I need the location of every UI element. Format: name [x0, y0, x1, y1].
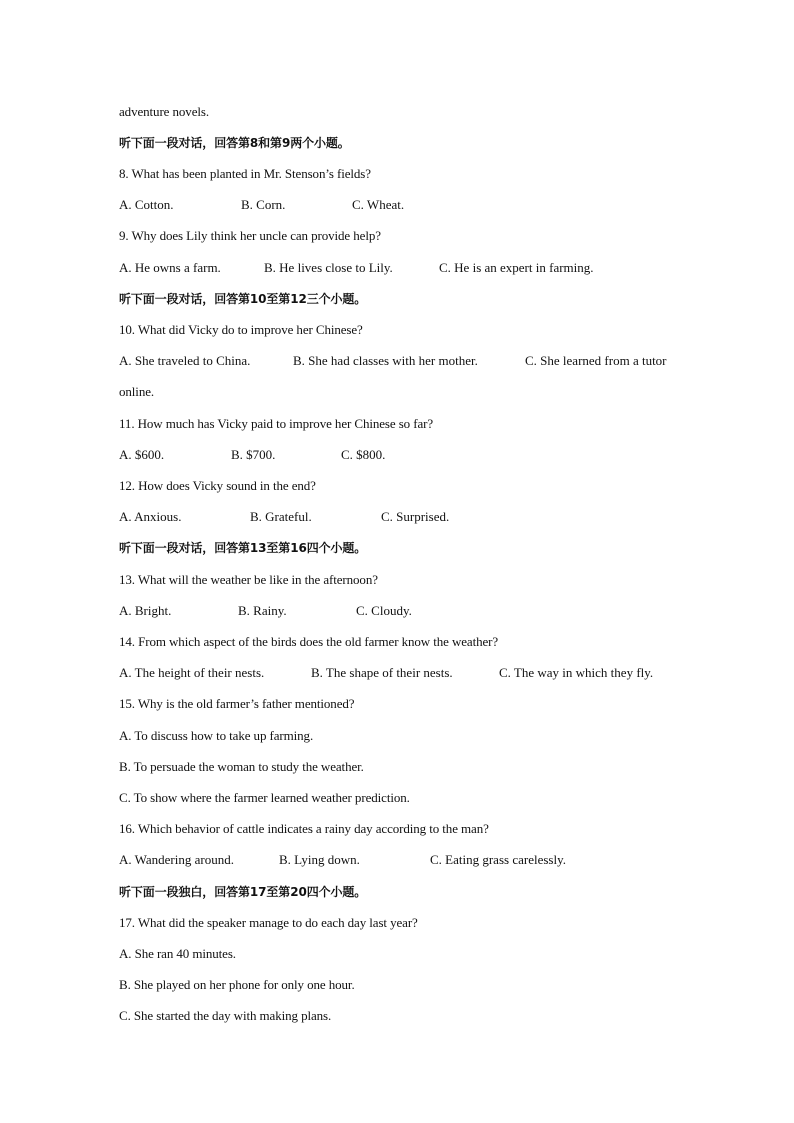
question-14: 14. From which aspect of the birds does the old farmer know the weather?	[119, 634, 499, 649]
question-12: 12. How does Vicky sound in the end?	[119, 478, 316, 493]
question-17-option-a: A. She ran 40 minutes.	[119, 946, 236, 961]
question-10: 10. What did Vicky do to improve her Chinese?	[119, 322, 363, 337]
option-c: C. Surprised.	[381, 509, 450, 524]
option-a: A. Bright.	[119, 603, 172, 618]
question-16: 16. Which behavior of cattle indicates a rainy day according to the man?	[119, 821, 489, 836]
option-a: A. He owns a farm.	[119, 260, 221, 275]
question-15-option-a: A. To discuss how to take up farming.	[119, 728, 314, 743]
question-15: 15. Why is the old farmer’s father mentioned?	[119, 696, 355, 711]
option-a: A. Anxious.	[119, 509, 182, 524]
option-a: A. The height of their nests.	[119, 665, 265, 680]
question-10-option-c-continued: online.	[119, 384, 155, 399]
option-c: C. $800.	[341, 447, 386, 462]
option-a: A. Wandering around.	[119, 852, 234, 867]
continuation-text: adventure novels.	[119, 104, 209, 119]
option-c: C. The way in which they fly.	[499, 665, 654, 680]
option-c: C. Cloudy.	[356, 603, 412, 618]
option-b: B. The shape of their nests.	[311, 665, 453, 680]
section-heading-13-16: 听下面一段对话，回答第13至第16四个小题。	[119, 541, 367, 555]
question-11: 11. How much has Vicky paid to improve her Chinese so far?	[119, 416, 434, 431]
question-13: 13. What will the weather be like in the afternoon?	[119, 572, 378, 587]
option-c: C. She learned from a tutor	[525, 353, 667, 368]
option-c: C. Wheat.	[352, 197, 405, 212]
section-heading-10-12: 听下面一段对话，回答第10至第12三个小题。	[119, 292, 367, 306]
question-17-option-b: B. She played on her phone for only one hour.	[119, 977, 355, 992]
question-17-option-c: C. She started the day with making plans.	[119, 1008, 332, 1023]
question-15-option-b: B. To persuade the woman to study the weather.	[119, 759, 364, 774]
section-heading-8-9: 听下面一段对话，回答第8和第9两个小题。	[119, 136, 350, 150]
option-a: A. $600.	[119, 447, 165, 462]
question-9: 9. Why does Lily think her uncle can provide help?	[119, 228, 381, 243]
option-b: B. $700.	[231, 447, 276, 462]
option-a: A. She traveled to China.	[119, 353, 251, 368]
option-c: C. He is an expert in farming.	[439, 260, 594, 275]
option-a: A. Cotton.	[119, 197, 174, 212]
question-8: 8. What has been planted in Mr. Stenson’s fields?	[119, 166, 371, 181]
section-heading-17-20: 听下面一段独白，回答第17至第20四个小题。	[119, 885, 367, 899]
option-b: B. Lying down.	[279, 852, 360, 867]
option-c: C. Eating grass carelessly.	[430, 852, 566, 867]
option-b: B. He lives close to Lily.	[264, 260, 393, 275]
option-b: B. Grateful.	[250, 509, 312, 524]
question-15-option-c: C. To show where the farmer learned weather prediction.	[119, 790, 410, 805]
option-b: B. Corn.	[241, 197, 286, 212]
option-b: B. Rainy.	[238, 603, 287, 618]
option-b: B. She had classes with her mother.	[293, 353, 478, 368]
question-17: 17. What did the speaker manage to do each day last year?	[119, 915, 418, 930]
